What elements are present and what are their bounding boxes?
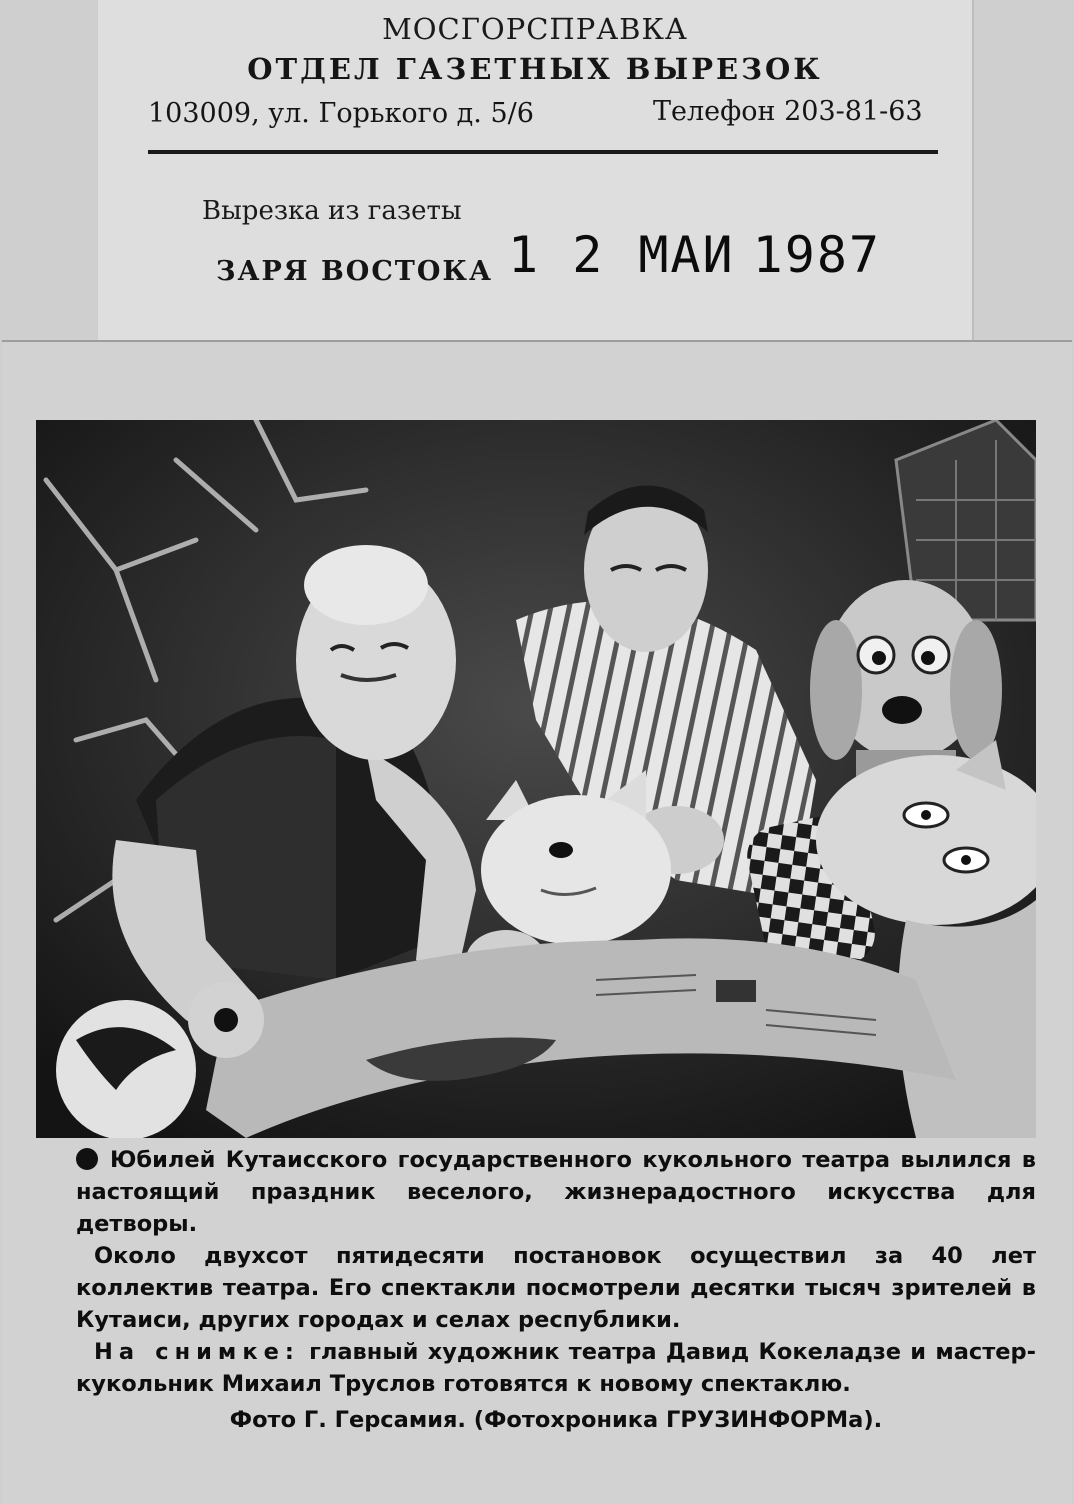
caption-body: Около двухсот пятидесяти постановок осуществил за 40 лет коллектив театра. Его спектакли посмотрели десятки тысяч зрителей в Кутаиси, других городах и селах республики. bbox=[76, 1243, 1036, 1333]
stamp-organization: МОСГОРСПРАВКА bbox=[382, 12, 688, 46]
date-day: 1 2 bbox=[508, 226, 605, 284]
caption-lead: Юбилей Кутаисского государственного кукольного театра вылился в настоящий праздник веселого, жизнерадостного искусства для детворы. bbox=[76, 1147, 1036, 1237]
newspaper-clipping bbox=[2, 340, 1072, 1504]
photo-caption bbox=[76, 1144, 1036, 1436]
caption-photo-label: На снимке: bbox=[94, 1339, 300, 1365]
cutting-label: Вырезка из газеты bbox=[202, 196, 462, 226]
cat-puppet bbox=[481, 770, 671, 945]
news-photo bbox=[36, 420, 1036, 1138]
photo-credit: Фото Г. Герсамия. (Фотохроника ГРУЗИНФОРМа). bbox=[229, 1407, 883, 1433]
stamp-divider bbox=[148, 150, 938, 154]
bullet-icon bbox=[76, 1148, 98, 1170]
archive-stamp bbox=[98, 0, 974, 352]
stamp-date bbox=[508, 226, 881, 284]
caption-photo-description: главный художник театра Давид Кокеладзе и мастер-кукольник Михаил Труслов готовятся к новому спектаклю. bbox=[76, 1339, 1036, 1397]
stamp-address: 103009, ул. Горького д. 5/6 bbox=[148, 98, 534, 129]
date-month: МАИ bbox=[638, 226, 735, 284]
stamp-phone: Телефон 203-81-63 bbox=[653, 96, 923, 127]
newspaper-name: ЗАРЯ ВОСТОКА bbox=[216, 256, 493, 287]
photo-illustration bbox=[36, 420, 1036, 1138]
stamp-department: ОТДЕЛ ГАЗЕТНЫХ ВЫРЕЗОК bbox=[247, 52, 823, 86]
date-year: 1987 bbox=[752, 226, 882, 284]
